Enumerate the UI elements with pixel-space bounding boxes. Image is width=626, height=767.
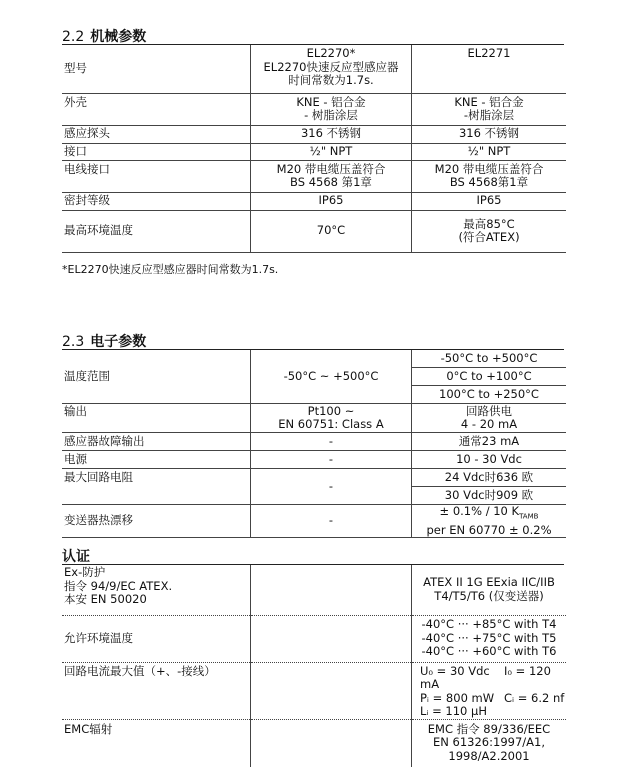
certification-table <box>62 565 566 767</box>
ambient-temp-t5: -40°C ··· +75°C with T5 <box>421 630 557 645</box>
cell-el2270 <box>251 160 412 192</box>
drift-subscript: TAMB <box>519 512 539 521</box>
electrical-params-table <box>62 350 566 538</box>
row-label: 密封等级 <box>62 192 251 210</box>
uo-value: U₀ = 30 Vdc <box>420 663 490 678</box>
cell-el2270: - <box>251 505 412 538</box>
table-row <box>62 93 566 125</box>
cell-el2270 <box>251 45 412 93</box>
text-line: BS 4568 第1章 <box>290 175 372 189</box>
row-label: 感应器故障输出 <box>62 433 251 451</box>
row-label: EMC辐射 <box>64 721 113 736</box>
text-line: M20 带电缆压盖符合 <box>276 161 386 176</box>
cell-el2270: - <box>251 433 412 451</box>
row-label: 最大回路电阻 <box>62 469 251 505</box>
table-row <box>62 160 566 192</box>
cell-el2271 <box>412 505 567 538</box>
cell-el2270: -50°C ~ +500°C <box>251 350 412 404</box>
cell-el2271: EL2271 <box>412 45 567 93</box>
cell-el2270 <box>251 615 412 662</box>
table-row <box>62 125 566 143</box>
text-line: KNE - 铝合金 <box>454 94 524 109</box>
table-row <box>62 662 566 719</box>
text-line: M20 带电缆压盖符合 <box>434 161 544 176</box>
cell-el2271: 通常23 mA <box>412 433 567 451</box>
drift-standard: per EN 60770 ± 0.2% <box>426 522 552 537</box>
section-2-2-heading <box>62 26 146 46</box>
row-label: 接口 <box>62 143 251 160</box>
cell-el2270 <box>251 404 412 433</box>
text-line: -树脂涂层 <box>463 108 515 122</box>
cell-el2271: 10 - 30 Vdc <box>412 451 567 469</box>
row-label: 感应探头 <box>62 125 251 143</box>
table-row <box>62 192 566 210</box>
text-line: EL2270快速反应型感应器 <box>263 59 399 74</box>
text-line: 最高85°C <box>463 216 515 231</box>
table-row <box>62 451 566 469</box>
cell-el2271: ½" NPT <box>412 143 567 160</box>
row-label: 电源 <box>62 451 251 469</box>
mechanical-params-table <box>62 45 566 253</box>
section-2-3-heading <box>62 331 146 351</box>
section-number: 2.3 <box>62 334 85 350</box>
cell-el2270: - <box>251 469 412 505</box>
text-line: Pt100 ~ <box>307 403 355 418</box>
cell-el2270: 316 不锈钢 <box>251 125 412 143</box>
table-row <box>62 505 566 538</box>
cell-el2271 <box>412 615 567 662</box>
loop-resistance-value: 24 Vdc时636 欧 <box>412 469 566 487</box>
text-line: ATEX II 1G EExia IIC/IIB <box>423 575 555 590</box>
row-label: 回路电流最大值（+、-接线） <box>62 662 251 719</box>
text-line: EL2270* <box>306 46 356 60</box>
table-row <box>62 404 566 433</box>
cell-el2271 <box>412 404 567 433</box>
table-row <box>62 469 566 505</box>
ci-value: Cᵢ = 6.2 nf <box>504 690 565 705</box>
text-line: KNE - 铝合金 <box>296 94 366 109</box>
text-line: 1998/A2.2001 <box>448 748 530 763</box>
text-line: T4/T5/T6 (仅变送器) <box>434 588 544 603</box>
cell-el2271 <box>412 93 567 125</box>
cell-el2271 <box>412 565 567 615</box>
cell-el2271 <box>412 662 567 719</box>
row-label: 温度范围 <box>62 350 251 404</box>
ambient-temp-t4: -40°C ··· +85°C with T4 <box>421 617 557 632</box>
table-row <box>62 565 566 615</box>
cell-el2270 <box>251 93 412 125</box>
certification-heading: 认证 <box>62 549 90 565</box>
cell-el2270: - <box>251 451 412 469</box>
table-row <box>62 45 566 93</box>
row-label: 型号 <box>62 45 251 93</box>
temp-range-option: -50°C to +500°C <box>412 350 566 368</box>
table-row <box>62 350 566 404</box>
text-line: 本安 EN 50020 <box>64 592 147 606</box>
cell-el2271 <box>412 469 567 505</box>
row-label: 变送器热漂移 <box>62 505 251 538</box>
cell-el2270: IP65 <box>251 192 412 210</box>
table-row <box>62 433 566 451</box>
cell-el2271 <box>412 160 567 192</box>
text-line: 指令 94/9/EC ATEX. <box>64 578 173 593</box>
section-title: 机械参数 <box>90 29 147 45</box>
text-line: 4 - 20 mA <box>460 417 518 431</box>
row-label <box>62 565 251 615</box>
footnote: *EL2270快速反应型感应器时间常数为1.7s. <box>62 263 279 276</box>
row-label: 最高环境温度 <box>62 210 251 252</box>
table-row <box>62 615 566 662</box>
text-line: Ex-防护 <box>64 565 106 579</box>
row-label: 允许环境温度 <box>62 615 251 662</box>
text-line: BS 4568第1章 <box>449 175 529 189</box>
cell-el2270: 70°C <box>251 210 412 252</box>
row-label: 电线接口 <box>62 160 251 192</box>
text-line: EMC 指令 89/336/EEC <box>427 721 551 736</box>
text-line: EN 61326:1997/A1, <box>433 735 545 749</box>
cell-el2270 <box>251 662 412 719</box>
section-number: 2.2 <box>62 29 85 45</box>
loop-resistance-value: 30 Vdc时909 欧 <box>444 488 534 502</box>
table-row <box>62 143 566 160</box>
text-line: (符合ATEX) <box>458 230 520 244</box>
temp-range-option: 0°C to +100°C <box>412 368 566 386</box>
row-label: 输出 <box>62 404 251 433</box>
text-line: EN 60751: Class A <box>278 417 384 431</box>
text-line: 时间常数为1.7s. <box>288 73 374 87</box>
text-line: 回路供电 <box>466 403 512 418</box>
drift-value: ± 0.1% / 10 K <box>439 504 520 518</box>
section-title: 电子参数 <box>90 334 147 350</box>
row-label: 外壳 <box>62 93 251 125</box>
table-row <box>62 210 566 252</box>
li-value: Lᵢ = 110 μH <box>420 704 487 718</box>
text-line: - 树脂涂层 <box>304 108 358 122</box>
io-value: I₀ = 120 mA <box>420 663 551 691</box>
cell-el2271: 316 不锈钢 <box>412 125 567 143</box>
cell-el2271 <box>412 210 567 252</box>
ambient-temp-t6: -40°C ··· +60°C with T6 <box>421 644 557 659</box>
cell-el2271 <box>412 350 567 404</box>
temp-range-option: 100°C to +250°C <box>439 387 539 401</box>
cell-el2270: ½" NPT <box>251 143 412 160</box>
pi-value: Pᵢ = 800 mW <box>420 690 495 705</box>
cell-el2271: IP65 <box>412 192 567 210</box>
cell-el2270 <box>251 565 412 615</box>
